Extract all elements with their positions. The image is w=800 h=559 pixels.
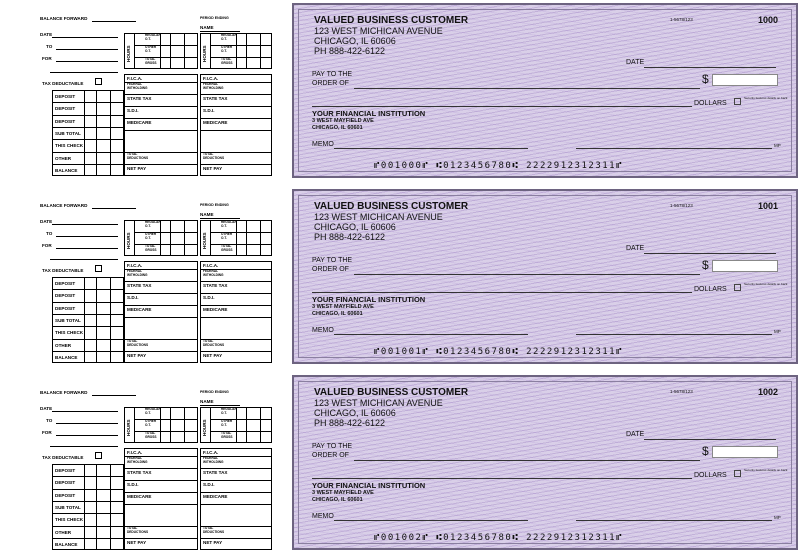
name-line[interactable] xyxy=(200,218,240,219)
for-line[interactable] xyxy=(56,61,118,62)
lock-icon xyxy=(734,284,741,291)
memo-label: MEMO xyxy=(312,327,334,334)
lock-icon xyxy=(734,470,741,477)
memo-line[interactable] xyxy=(334,334,528,335)
period-ending-label: PERIOD ENDING xyxy=(200,16,229,20)
register-row-label: OTHER xyxy=(55,155,72,161)
regular-ot-label: REGULAR O.T. xyxy=(145,33,161,41)
date-label: DATE xyxy=(40,32,53,37)
federal-withholding-label: FEDERAL WITHOLDING xyxy=(203,269,224,277)
register-row-label: SUB TOTAL xyxy=(55,130,81,136)
date-line[interactable] xyxy=(644,439,776,440)
register-row-label: SUB TOTAL xyxy=(55,317,81,323)
other-ot-label: OTHER O.T. xyxy=(145,45,157,53)
security-note: Security features details on back xyxy=(744,282,788,286)
dollars-label: DOLLARS xyxy=(694,286,727,293)
total-deductions-label: TOTAL DEDUCTIONS xyxy=(203,152,225,160)
register-row-label: THIS CHECK xyxy=(55,143,84,149)
register-row-label: SUB TOTAL xyxy=(55,504,81,510)
sdi-label: S.D.I. xyxy=(203,108,215,113)
bank-address-1: 3 WEST MAYFIELD AVE xyxy=(312,304,374,310)
bank-address-1: 3 WEST MAYFIELD AVE xyxy=(312,490,374,496)
for-label: FOR xyxy=(42,56,52,61)
check-number: 1002 xyxy=(758,387,779,397)
register-row-label: DEPOSIT xyxy=(55,94,76,99)
tax-deductable-label: TAX DEDUCTABLE xyxy=(42,455,84,460)
mp-label: MP xyxy=(774,515,781,520)
register-row-label: OTHER xyxy=(55,529,72,535)
total-deductions-label: TOTAL DEDUCTIONS xyxy=(127,526,149,534)
net-pay-label: NET PAY xyxy=(127,540,147,545)
payer-name: VALUED BUSINESS CUSTOMER xyxy=(314,15,469,26)
check-1000 xyxy=(292,3,798,178)
check-1002 xyxy=(292,375,798,550)
net-pay-label: NET PAY xyxy=(203,166,223,171)
signature-line[interactable] xyxy=(576,520,772,521)
net-pay-label: NET PAY xyxy=(203,540,223,545)
hours-label-right: HOURS xyxy=(202,419,207,436)
total-gross-label: TOTAL GROSS xyxy=(145,244,157,252)
total-gross-label-r: TOTAL GROSS xyxy=(221,244,233,252)
register-row-label: DEPOSIT xyxy=(55,480,76,486)
register-row-label: DEPOSIT xyxy=(55,492,76,498)
micr-line: ⑈001002⑈ ⑆0123456780⑆ 2222912312311⑈ xyxy=(374,533,623,543)
amount-box[interactable] xyxy=(712,260,778,272)
for-line[interactable] xyxy=(56,435,118,436)
register-row-label: BALANCE xyxy=(55,167,78,173)
order-of-label: ORDER OF xyxy=(312,452,349,459)
amount-box[interactable] xyxy=(712,446,778,458)
bank-address-2: CHICAGO, IL 60601 xyxy=(312,311,363,317)
hours-box-left xyxy=(124,407,198,443)
net-pay-label: NET PAY xyxy=(127,166,147,171)
hours-label-right: HOURS xyxy=(202,45,207,62)
federal-withholding-label: FEDERAL WITHOLDING xyxy=(127,456,148,464)
to-line[interactable] xyxy=(56,236,118,237)
check-stub-3 xyxy=(0,374,290,559)
state-tax-label: STATE TAX xyxy=(127,470,152,475)
hours-box-left xyxy=(124,220,198,256)
register-row-label: DEPOSIT xyxy=(55,281,76,286)
hours-label-right: HOURS xyxy=(202,232,207,249)
federal-withholding-label: FEDERAL WITHOLDING xyxy=(127,82,148,90)
hours-box-left xyxy=(124,33,198,69)
date-label: DATE xyxy=(626,431,645,438)
name-line[interactable] xyxy=(200,405,240,406)
routing-fraction: 1-5678/123 xyxy=(670,203,693,208)
to-line[interactable] xyxy=(56,49,118,50)
to-label: TO xyxy=(46,44,53,49)
date-label: DATE xyxy=(626,245,645,252)
balance-forward-line[interactable] xyxy=(92,21,136,22)
sdi-label: S.D.I. xyxy=(203,482,215,487)
sdi-label: S.D.I. xyxy=(127,108,139,113)
check-stub-1 xyxy=(0,0,290,185)
net-pay-label: NET PAY xyxy=(203,353,223,358)
name-label: NAME xyxy=(200,25,214,30)
date-label: DATE xyxy=(40,406,53,411)
lock-icon xyxy=(734,98,741,105)
fica-label: F.I.C.A. xyxy=(203,263,219,268)
check-number: 1001 xyxy=(758,201,779,211)
regular-ot-label-r: REGULAR O.T. xyxy=(221,220,237,228)
register-row-label: THIS CHECK xyxy=(55,517,84,523)
payer-name: VALUED BUSINESS CUSTOMER xyxy=(314,201,469,212)
register-row-label: DEPOSIT xyxy=(55,293,76,299)
balance-forward-line[interactable] xyxy=(92,208,136,209)
total-gross-label-r: TOTAL GROSS xyxy=(221,57,233,65)
payee-line[interactable] xyxy=(354,274,700,275)
dollars-label: DOLLARS xyxy=(694,472,727,479)
bank-name: YOUR FINANCIAL INSTITUTION xyxy=(312,481,426,490)
total-gross-label-r: TOTAL GROSS xyxy=(221,431,233,439)
date-line[interactable] xyxy=(644,253,776,254)
hours-label-left: HOURS xyxy=(126,45,131,62)
for-line-2[interactable] xyxy=(50,446,118,447)
pay-to-label: PAY TO THE xyxy=(312,443,353,450)
tax-deductable-checkbox[interactable] xyxy=(95,265,102,272)
register-row-label: BALANCE xyxy=(55,541,78,547)
payer-address-2: CHICAGO, IL 60606 xyxy=(314,408,396,418)
micr-line: ⑈001001⑈ ⑆0123456780⑆ 2222912312311⑈ xyxy=(374,347,623,357)
payer-name: VALUED BUSINESS CUSTOMER xyxy=(314,387,469,398)
signature-line[interactable] xyxy=(576,334,772,335)
dollar-sign: $ xyxy=(702,444,709,458)
payer-address-1: 123 WEST MICHICAN AVENUE xyxy=(314,398,443,408)
check-number: 1000 xyxy=(758,15,779,25)
regular-ot-label-r: REGULAR O.T. xyxy=(221,33,237,41)
total-deductions-label: TOTAL DEDUCTIONS xyxy=(203,526,225,534)
payee-line[interactable] xyxy=(354,88,700,89)
register-row-label: OTHER xyxy=(55,342,72,348)
federal-withholding-label: FEDERAL WITHOLDING xyxy=(203,82,224,90)
medicare-label: MEDICARE xyxy=(127,120,152,125)
other-ot-label-r: OTHER O.T. xyxy=(221,419,233,427)
balance-forward-label: BALANCE FORWARD xyxy=(40,203,88,208)
tax-deductable-label: TAX DEDUCTABLE xyxy=(42,81,84,86)
medicare-label: MEDICARE xyxy=(203,307,228,312)
balance-forward-label: BALANCE FORWARD xyxy=(40,16,88,21)
regular-ot-label: REGULAR O.T. xyxy=(145,220,161,228)
register-row-label: THIS CHECK xyxy=(55,330,84,336)
order-of-label: ORDER OF xyxy=(312,266,349,273)
memo-line[interactable] xyxy=(334,520,528,521)
total-deductions-label: TOTAL DEDUCTIONS xyxy=(127,152,149,160)
payer-address-1: 123 WEST MICHICAN AVENUE xyxy=(314,26,443,36)
name-line[interactable] xyxy=(200,31,240,32)
to-line[interactable] xyxy=(56,423,118,424)
memo-label: MEMO xyxy=(312,513,334,520)
routing-fraction: 1-5678/123 xyxy=(670,17,693,22)
bank-name: YOUR FINANCIAL INSTITUTION xyxy=(312,109,426,118)
sdi-label: S.D.I. xyxy=(127,482,139,487)
other-ot-label-r: OTHER O.T. xyxy=(221,45,233,53)
sdi-label: S.D.I. xyxy=(127,295,139,300)
state-tax-label: STATE TAX xyxy=(203,96,228,101)
check-stub-2 xyxy=(0,187,290,372)
name-label: NAME xyxy=(200,399,214,404)
regular-ot-label-r: REGULAR O.T. xyxy=(221,407,237,415)
balance-forward-label: BALANCE FORWARD xyxy=(40,390,88,395)
pay-to-label: PAY TO THE xyxy=(312,71,353,78)
tax-deductable-label: TAX DEDUCTABLE xyxy=(42,268,84,273)
pay-to-label: PAY TO THE xyxy=(312,257,353,264)
register-row-label: DEPOSIT xyxy=(55,106,76,112)
tax-deductable-checkbox[interactable] xyxy=(95,78,102,85)
fica-label: F.I.C.A. xyxy=(127,76,143,81)
hours-label-left: HOURS xyxy=(126,232,131,249)
net-pay-label: NET PAY xyxy=(127,353,147,358)
dollar-sign: $ xyxy=(702,72,709,86)
payer-address-1: 123 WEST MICHICAN AVENUE xyxy=(314,212,443,222)
total-gross-label: TOTAL GROSS xyxy=(145,57,157,65)
state-tax-label: STATE TAX xyxy=(127,96,152,101)
security-note: Security features details on back xyxy=(744,468,788,472)
total-deductions-label: TOTAL DEDUCTIONS xyxy=(203,339,225,347)
fica-label: F.I.C.A. xyxy=(127,450,143,455)
other-ot-label-r: OTHER O.T. xyxy=(221,232,233,240)
routing-fraction: 1-5678/123 xyxy=(670,389,693,394)
for-line-2[interactable] xyxy=(50,259,118,260)
micr-line: ⑈001000⑈ ⑆0123456780⑆ 2222912312311⑈ xyxy=(374,161,623,171)
register-row-label: BALANCE xyxy=(55,354,78,360)
register-row-label: DEPOSIT xyxy=(55,118,76,124)
hours-label-left: HOURS xyxy=(126,419,131,436)
state-tax-label: STATE TAX xyxy=(203,283,228,288)
medicare-label: MEDICARE xyxy=(127,494,152,499)
payer-address-2: CHICAGO, IL 60606 xyxy=(314,36,396,46)
security-note: Security features details on back xyxy=(744,96,788,100)
medicare-label: MEDICARE xyxy=(127,307,152,312)
state-tax-label: STATE TAX xyxy=(127,283,152,288)
bank-address-1: 3 WEST MAYFIELD AVE xyxy=(312,118,374,124)
fica-label: F.I.C.A. xyxy=(203,76,219,81)
payee-line[interactable] xyxy=(354,460,700,461)
total-deductions-label: TOTAL DEDUCTIONS xyxy=(127,339,149,347)
payer-phone: PH 888-422-6122 xyxy=(314,46,386,56)
balance-forward-line[interactable] xyxy=(92,395,136,396)
bank-address-2: CHICAGO, IL 60601 xyxy=(312,497,363,503)
for-label: FOR xyxy=(42,430,52,435)
fica-label: F.I.C.A. xyxy=(127,263,143,268)
to-label: TO xyxy=(46,231,53,236)
federal-withholding-label: FEDERAL WITHOLDING xyxy=(203,456,224,464)
other-ot-label: OTHER O.T. xyxy=(145,232,157,240)
tax-deductable-checkbox[interactable] xyxy=(95,452,102,459)
state-tax-label: STATE TAX xyxy=(203,470,228,475)
medicare-label: MEDICARE xyxy=(203,494,228,499)
bank-name: YOUR FINANCIAL INSTITUTION xyxy=(312,295,426,304)
payer-address-2: CHICAGO, IL 60606 xyxy=(314,222,396,232)
name-label: NAME xyxy=(200,212,214,217)
period-ending-label: PERIOD ENDING xyxy=(200,203,229,207)
memo-line[interactable] xyxy=(334,148,528,149)
amount-words-line[interactable] xyxy=(312,478,692,479)
federal-withholding-label: FEDERAL WITHOLDING xyxy=(127,269,148,277)
total-gross-label: TOTAL GROSS xyxy=(145,431,157,439)
amount-words-line[interactable] xyxy=(312,106,692,107)
period-ending-label: PERIOD ENDING xyxy=(200,390,229,394)
dollar-sign: $ xyxy=(702,258,709,272)
register-row-label: DEPOSIT xyxy=(55,305,76,311)
for-label: FOR xyxy=(42,243,52,248)
date-line[interactable] xyxy=(52,37,118,38)
mp-label: MP xyxy=(774,143,781,148)
memo-label: MEMO xyxy=(312,141,334,148)
fica-label: F.I.C.A. xyxy=(203,450,219,455)
amount-words-line[interactable] xyxy=(312,292,692,293)
check-1001 xyxy=(292,189,798,364)
date-label: DATE xyxy=(40,219,53,224)
date-line[interactable] xyxy=(644,67,776,68)
for-line-2[interactable] xyxy=(50,72,118,73)
signature-line[interactable] xyxy=(576,148,772,149)
order-of-label: ORDER OF xyxy=(312,80,349,87)
dollars-label: DOLLARS xyxy=(694,100,727,107)
bank-address-2: CHICAGO, IL 60601 xyxy=(312,125,363,131)
medicare-label: MEDICARE xyxy=(203,120,228,125)
for-line[interactable] xyxy=(56,248,118,249)
register-row-label: DEPOSIT xyxy=(55,468,76,473)
to-label: TO xyxy=(46,418,53,423)
payer-phone: PH 888-422-6122 xyxy=(314,232,386,242)
mp-label: MP xyxy=(774,329,781,334)
date-line[interactable] xyxy=(52,411,118,412)
regular-ot-label: REGULAR O.T. xyxy=(145,407,161,415)
amount-box[interactable] xyxy=(712,74,778,86)
date-label: DATE xyxy=(626,59,645,66)
payer-phone: PH 888-422-6122 xyxy=(314,418,386,428)
other-ot-label: OTHER O.T. xyxy=(145,419,157,427)
sdi-label: S.D.I. xyxy=(203,295,215,300)
date-line[interactable] xyxy=(52,224,118,225)
